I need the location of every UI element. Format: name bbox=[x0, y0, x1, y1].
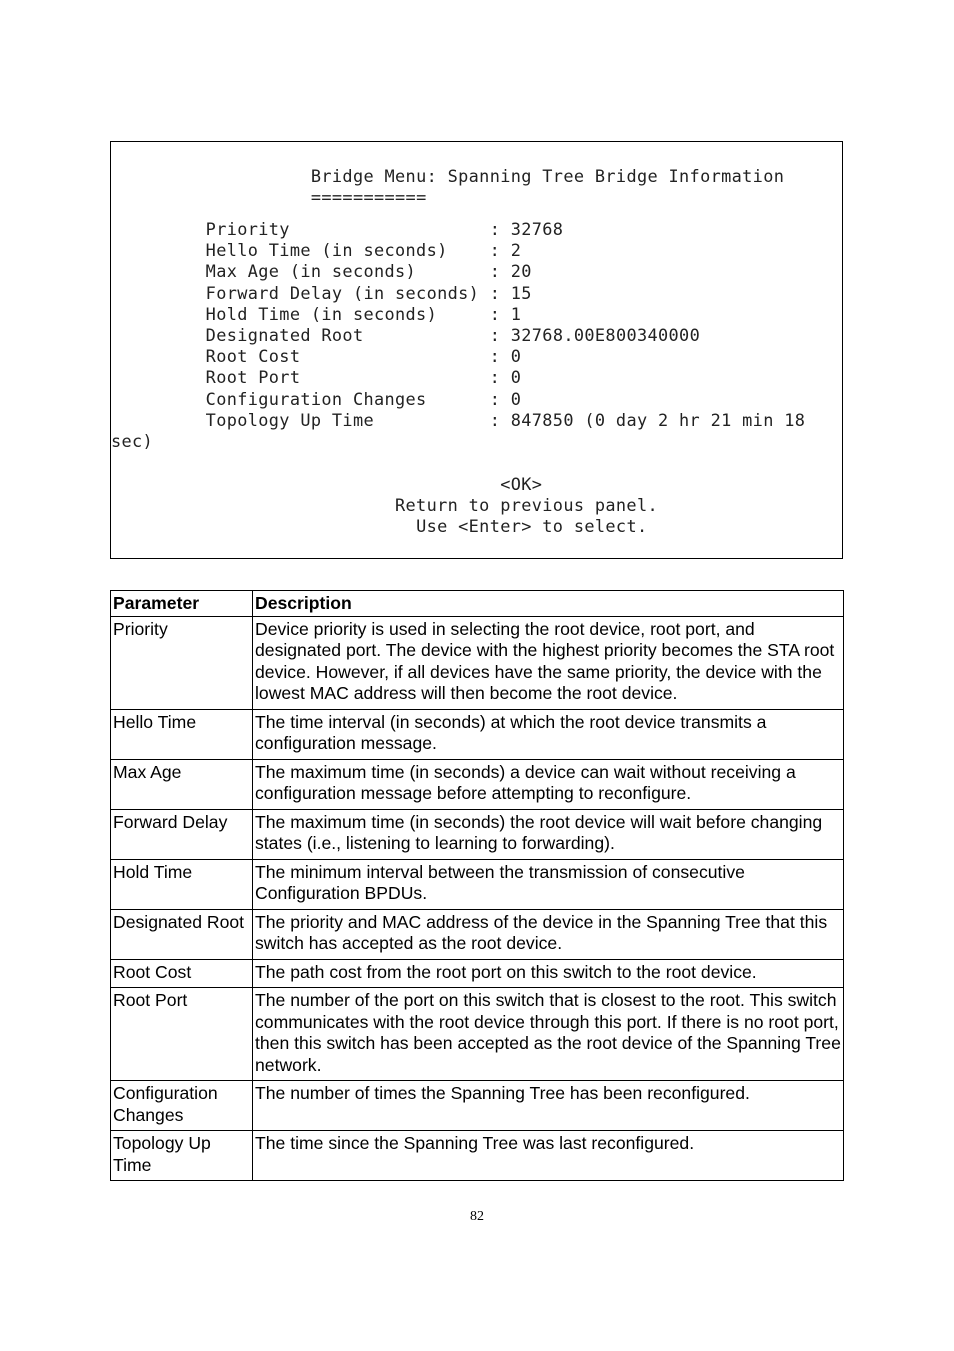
field-topology-up-time-wrap: sec) bbox=[111, 431, 154, 451]
header-parameter: Parameter bbox=[111, 591, 253, 617]
cell-description: The priority and MAC address of the device in the Spanning Tree that this switch has accepted as the root device. bbox=[253, 909, 844, 959]
ok-button[interactable]: <OK> bbox=[500, 474, 543, 494]
field-hold-time: Hold Time (in seconds) : 1 bbox=[205, 304, 522, 324]
cell-description: The time interval (in seconds) at which the root device transmits a configuration message. bbox=[253, 709, 844, 759]
cell-parameter: Hold Time bbox=[111, 859, 253, 909]
field-configuration-changes: Configuration Changes : 0 bbox=[205, 389, 522, 409]
cell-parameter: Topology Up Time bbox=[111, 1131, 253, 1181]
hint-return: Return to previous panel. bbox=[395, 495, 658, 515]
cell-parameter: Designated Root bbox=[111, 909, 253, 959]
table-header-row bbox=[111, 591, 844, 617]
field-priority: Priority : 32768 bbox=[205, 219, 564, 239]
table-row bbox=[111, 1081, 844, 1131]
table-row bbox=[111, 616, 844, 709]
cell-description: The maximum time (in seconds) the root device will wait before changing states (i.e., listening to learning to forwarding). bbox=[253, 809, 844, 859]
table-row bbox=[111, 859, 844, 909]
cell-description: The path cost from the root port on this switch to the root device. bbox=[253, 959, 844, 988]
hint-select: Use <Enter> to select. bbox=[416, 516, 648, 536]
terminal-panel bbox=[110, 141, 843, 559]
field-topology-up-time: Topology Up Time : 847850 (0 day 2 hr 21 min 18 bbox=[205, 410, 806, 430]
cell-parameter: Configuration Changes bbox=[111, 1081, 253, 1131]
field-root-cost: Root Cost : 0 bbox=[205, 346, 522, 366]
field-max-age: Max Age (in seconds) : 20 bbox=[205, 261, 532, 281]
parameter-table bbox=[110, 590, 844, 1181]
field-hello-time: Hello Time (in seconds) : 2 bbox=[205, 240, 522, 260]
table-row bbox=[111, 709, 844, 759]
cell-description: Device priority is used in selecting the root device, root port, and designated port. The device with the highest priority becomes the STA root device. However, if all devices have the same priority, the device with the lowest MAC address will then become the root device. bbox=[253, 616, 844, 709]
cell-parameter: Hello Time bbox=[111, 709, 253, 759]
cell-parameter: Root Port bbox=[111, 988, 253, 1081]
table-row bbox=[111, 988, 844, 1081]
cell-parameter: Forward Delay bbox=[111, 809, 253, 859]
table-row bbox=[111, 1131, 844, 1181]
table-row bbox=[111, 759, 844, 809]
cell-parameter: Priority bbox=[111, 616, 253, 709]
cell-description: The number of the port on this switch that is closest to the root. This switch communicates with the root device through this port. If there is no root port, then this switch has been accepted as the root device of the Spanning Tree network. bbox=[253, 988, 844, 1081]
page-number: 82 bbox=[470, 1209, 484, 1224]
cell-parameter: Root Cost bbox=[111, 959, 253, 988]
terminal-title: Bridge Menu: Spanning Tree Bridge Information bbox=[310, 166, 785, 186]
cell-description: The maximum time (in seconds) a device can wait without receiving a configuration message before attempting to reconfigure. bbox=[253, 759, 844, 809]
cell-description: The time since the Spanning Tree was last reconfigured. bbox=[253, 1131, 844, 1181]
field-root-port: Root Port : 0 bbox=[205, 367, 522, 387]
field-designated-root: Designated Root : 32768.00E800340000 bbox=[205, 325, 701, 345]
table-row bbox=[111, 959, 844, 988]
field-forward-delay: Forward Delay (in seconds) : 15 bbox=[205, 283, 532, 303]
header-description: Description bbox=[253, 591, 844, 617]
cell-description: The number of times the Spanning Tree has been reconfigured. bbox=[253, 1081, 844, 1131]
cell-parameter: Max Age bbox=[111, 759, 253, 809]
cell-description: The minimum interval between the transmission of consecutive Configuration BPDUs. bbox=[253, 859, 844, 909]
terminal-title-underline: =========== bbox=[310, 187, 427, 207]
table-row bbox=[111, 909, 844, 959]
table-row bbox=[111, 809, 844, 859]
